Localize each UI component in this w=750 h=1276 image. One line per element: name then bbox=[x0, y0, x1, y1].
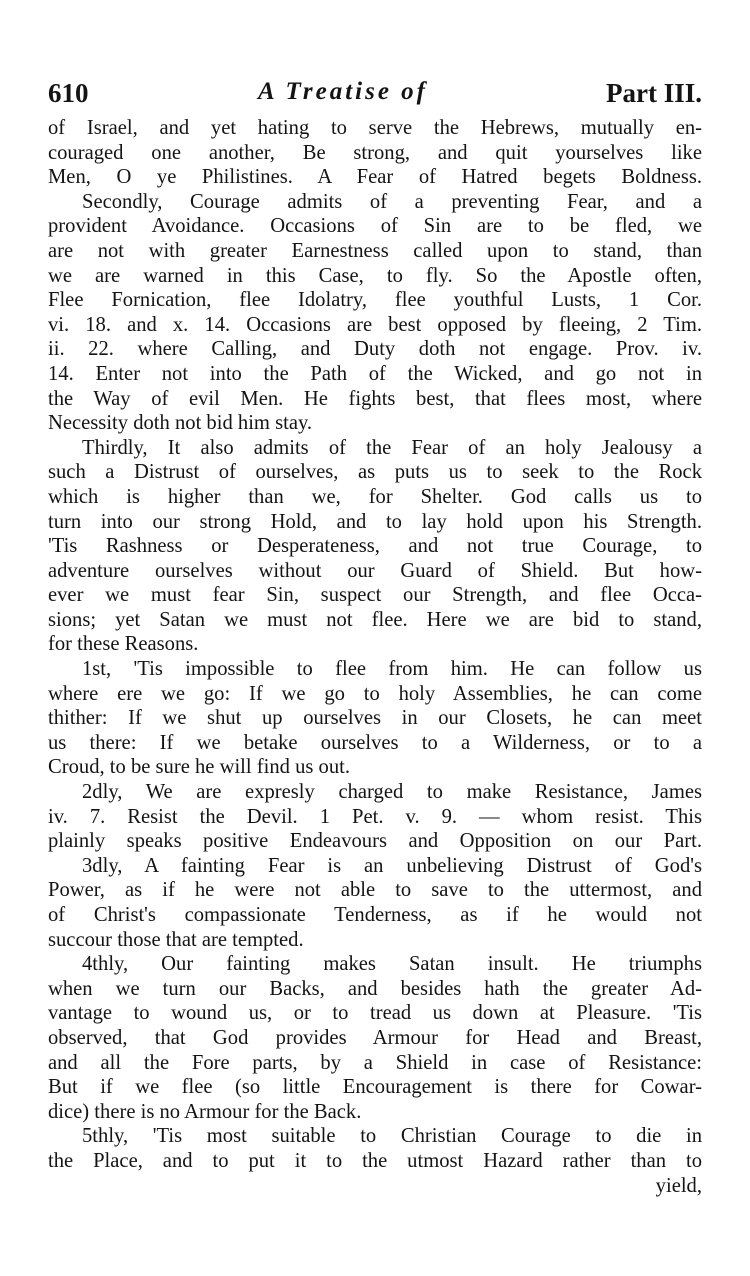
text-line: adventure ourselves without our Guard of Shield. But how- bbox=[48, 559, 702, 582]
text-line: 14. Enter not into the Path of the Wicked, and go not in bbox=[48, 362, 702, 385]
text-line: we are warned in this Case, to fly. So the Apostle often, bbox=[48, 264, 702, 287]
text-line: for these Reasons. bbox=[48, 633, 199, 656]
body-text bbox=[48, 116, 702, 1198]
text-line: the Place, and to put it to the utmost Hazard rather than to bbox=[48, 1149, 702, 1172]
text-line: yield, bbox=[655, 1174, 702, 1197]
text-line: iv. 7. Resist the Devil. 1 Pet. v. 9. — whom resist. This bbox=[48, 805, 702, 828]
text-line: succour those that are tempted. bbox=[48, 928, 304, 951]
text-line: Necessity doth not bid him stay. bbox=[48, 412, 313, 435]
text-line: where ere we go: If we go to holy Assemblies, he can come bbox=[48, 682, 702, 705]
text-line: observed, that God provides Armour for Head and Breast, bbox=[48, 1026, 702, 1049]
text-line: provident Avoidance. Occasions of Sin are to be fled, we bbox=[48, 215, 702, 238]
text-line: sions; yet Satan we must not flee. Here we are bid to stand, bbox=[48, 608, 702, 631]
text-line: such a Distrust of ourselves, as puts us to seek to the Rock bbox=[48, 461, 702, 484]
text-line: us there: If we betake ourselves to a Wilderness, or to a bbox=[48, 731, 702, 754]
text-line: Flee Fornication, flee Idolatry, flee youthful Lusts, 1 Cor. bbox=[48, 289, 702, 312]
running-title: A Treatise of bbox=[258, 78, 429, 105]
text-line: thither: If we shut up ourselves in our Closets, he can meet bbox=[48, 707, 702, 730]
text-line: ever we must fear Sin, suspect our Strength, and flee Occa- bbox=[48, 584, 702, 607]
text-line: But if we flee (so little Encouragement is there for Cowar- bbox=[48, 1076, 702, 1099]
page-number: 610 bbox=[48, 78, 89, 108]
text-line: 5thly, 'Tis most suitable to Christian Courage to die in bbox=[82, 1125, 702, 1148]
text-line: ii. 22. where Calling, and Duty doth not engage. Prov. iv. bbox=[48, 338, 702, 361]
text-line: and all the Fore parts, by a Shield in case of Resistance: bbox=[48, 1051, 702, 1074]
text-line: Croud, to be sure he will find us out. bbox=[48, 756, 351, 779]
text-line: of Christ's compassionate Tenderness, as if he would not bbox=[48, 904, 702, 926]
running-header bbox=[48, 76, 702, 116]
text-line: vi. 18. and x. 14. Occasions are best opposed by fleeing, 2 Tim. bbox=[48, 313, 702, 336]
text-line: the Way of evil Men. He fights best, that flees most, where bbox=[48, 387, 702, 410]
text-line: are not with greater Earnestness called upon to stand, than bbox=[48, 239, 702, 262]
text-line: 'Tis Rashness or Desperateness, and not true Courage, to bbox=[48, 535, 702, 558]
text-line: which is higher than we, for Shelter. God calls us to bbox=[48, 485, 702, 508]
text-line: Secondly, Courage admits of a preventing Fear, and a bbox=[82, 190, 702, 213]
text-line: Men, O ye Philistines. A Fear of Hatred begets Boldness. bbox=[48, 166, 702, 189]
text-line: dice) there is no Armour for the Back. bbox=[48, 1100, 362, 1123]
text-line: 2dly, We are expresly charged to make Resistance, James bbox=[82, 781, 702, 804]
text-line: Thirdly, It also admits of the Fear of an holy Jealousy a bbox=[82, 436, 702, 459]
part-label: Part III. bbox=[606, 78, 702, 108]
text-line: turn into our strong Hold, and to lay hold upon his Strength. bbox=[48, 510, 702, 533]
text-line: 3dly, A fainting Fear is an unbelieving Distrust of God's bbox=[82, 854, 702, 877]
text-line: vantage to wound us, or to tread us down at Pleasure. 'Tis bbox=[48, 1002, 702, 1025]
text-line: when we turn our Backs, and besides hath the greater Ad- bbox=[48, 977, 702, 1000]
text-line: 1st, 'Tis impossible to flee from him. He can follow us bbox=[82, 658, 702, 681]
text-line: 4thly, Our fainting makes Satan insult. He triumphs bbox=[82, 953, 702, 976]
text-line: Power, as if he were not able to save to the uttermost, and bbox=[48, 879, 702, 902]
text-line: couraged one another, Be strong, and quit yourselves like bbox=[48, 141, 702, 164]
text-line: plainly speaks positive Endeavours and Opposition on our Part. bbox=[48, 830, 702, 853]
text-line: of Israel, and yet hating to serve the Hebrews, mutually en- bbox=[48, 117, 702, 139]
